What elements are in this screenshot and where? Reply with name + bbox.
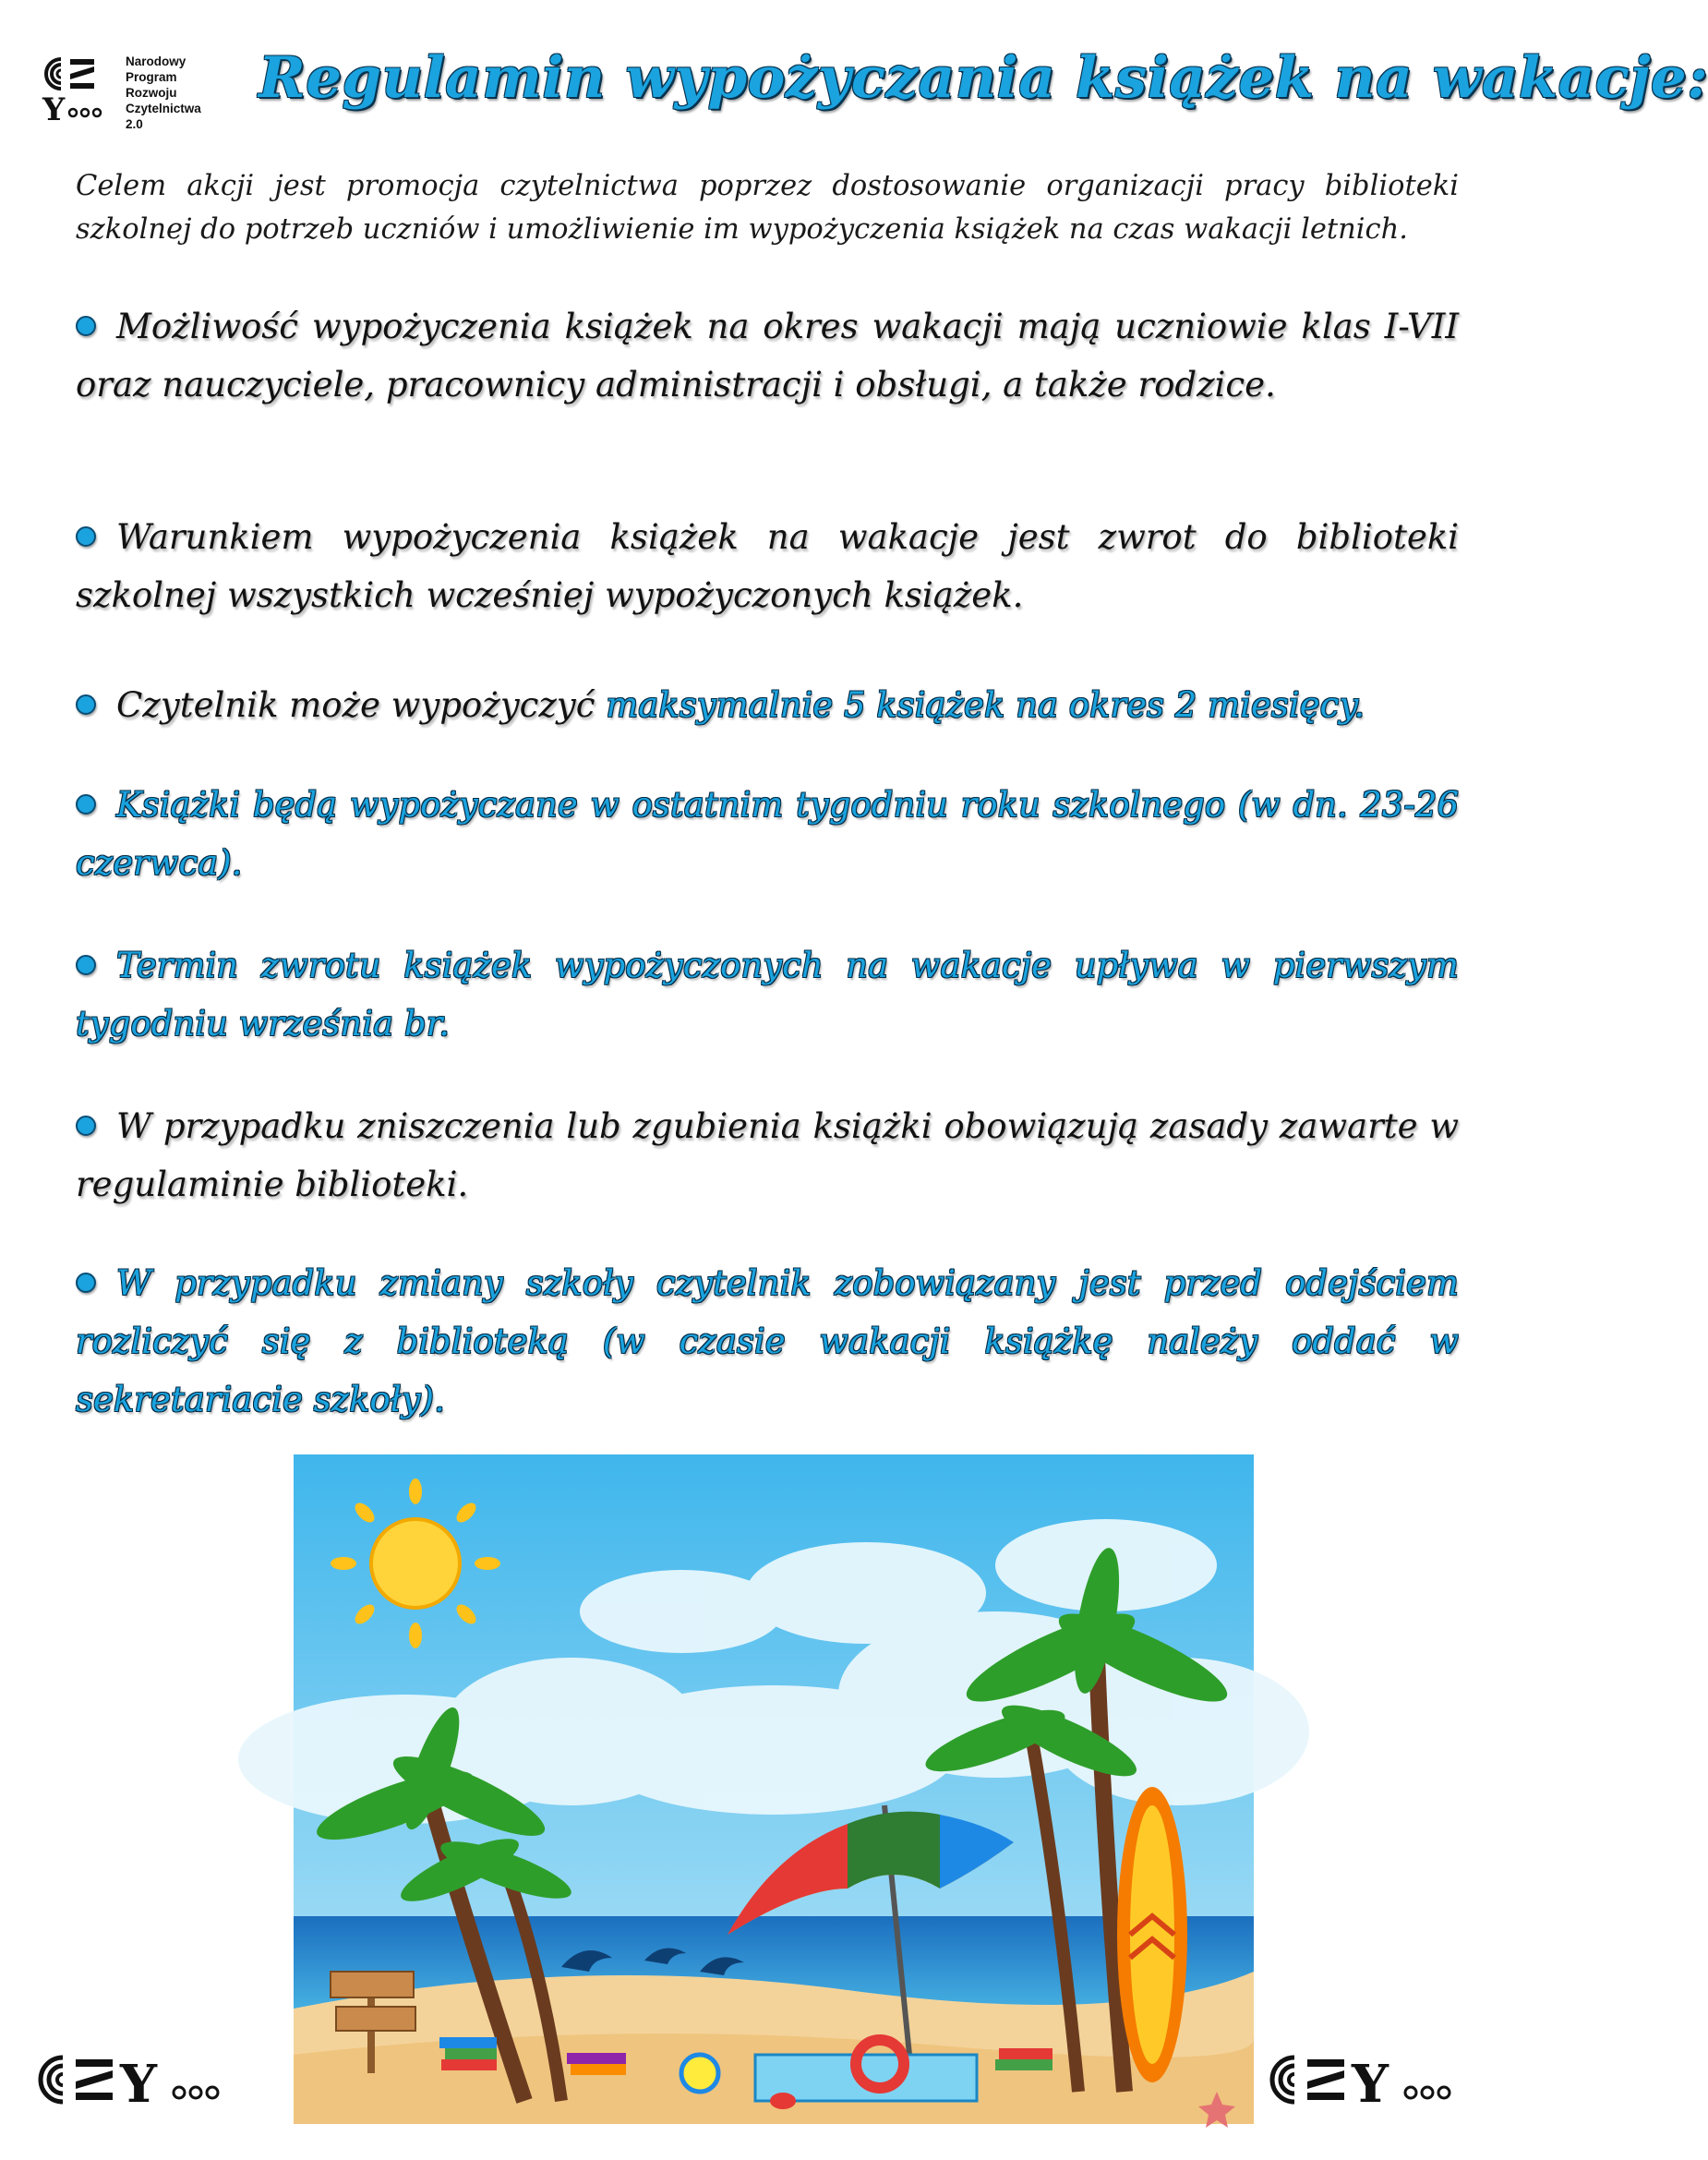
program-name-line: Program	[126, 70, 177, 84]
program-name-line: Czytelnictwa	[126, 102, 201, 115]
program-name-line: 2.0	[126, 117, 143, 131]
bullet-dot-icon	[76, 1116, 96, 1136]
rule-highlight: maksymalnie 5 książek na okres 2 miesięcy.	[606, 685, 1365, 725]
beach-scene-icon	[294, 1454, 1254, 2124]
rule-text: Czytelnik może wypożyczyć	[116, 685, 607, 725]
svg-text:Y: Y	[42, 91, 66, 128]
program-name-line: Rozwoju	[126, 86, 177, 100]
rule-text: Możliwość wypożyczenia książek na okres wakacji mają uczniowie klas I-VII oraz nauczyciele, pracownicy administracji i obsługi, a także rodzice.	[76, 307, 1459, 404]
beach-illustration	[294, 1454, 1254, 2124]
rule-text: W przypadku zniszczenia lub zgubienia książki obowiązują zasady zawarte w regulaminie biblioteki.	[76, 1106, 1459, 1204]
czy-logo-icon	[35, 2052, 284, 2115]
rule-item	[76, 297, 1459, 414]
bullet-dot-icon	[76, 526, 96, 547]
bullet-dot-icon	[76, 694, 96, 715]
program-logo	[42, 54, 236, 137]
rule-item	[76, 1254, 1459, 1429]
czy-logo-icon	[1267, 2052, 1516, 2115]
program-name-line: Narodowy	[126, 54, 186, 68]
surfboard-icon	[1117, 1787, 1187, 2082]
rule-text: Warunkiem wypożyczenia książek na wakacje jest zwrot do biblioteki szkolnej wszystkich wcześniej wypożyczonych książek.	[76, 517, 1459, 615]
bullet-dot-icon	[76, 955, 96, 975]
czy-logo-icon	[42, 54, 116, 128]
intro-paragraph: Celem akcji jest promocja czytelnictwa poprzez dostosowanie organizacji pracy biblioteki szkolnej do potrzeb uczniów i umożliwienie im wypożyczenia książek na czas wakacji letnich.	[76, 170, 1459, 246]
bullet-dot-icon	[76, 794, 96, 815]
svg-text:Y: Y	[120, 2054, 157, 2115]
rule-text: Termin zwrotu książek wypożyczonych na wakacje upływa w pierwszym tygodniu września br.	[76, 946, 1459, 1044]
bullet-dot-icon	[76, 1273, 96, 1293]
rule-text: Książki będą wypożyczane w ostatnim tygodniu roku szkolnego (w dn. 23-26 czerwca).	[76, 785, 1459, 883]
rule-item	[76, 508, 1459, 624]
rule-text: W przypadku zmiany szkoły czytelnik zobowiązany jest przed odejściem rozliczyć się z biblioteką (w czasie wakacji książkę należy oddać w sekretariacie szkoły).	[76, 1263, 1459, 1419]
rule-item	[76, 1097, 1459, 1213]
rule-item	[76, 776, 1459, 892]
rule-item	[76, 936, 1459, 1053]
rule-item	[76, 676, 1459, 734]
footer-logo-left	[35, 2052, 284, 2115]
svg-text:Y: Y	[1352, 2054, 1389, 2115]
program-name	[126, 54, 201, 132]
page-title: Regulamin wypożyczania książek na wakacje:	[259, 45, 1708, 111]
footer-logo-right	[1267, 2052, 1516, 2115]
bullet-dot-icon	[76, 316, 96, 336]
